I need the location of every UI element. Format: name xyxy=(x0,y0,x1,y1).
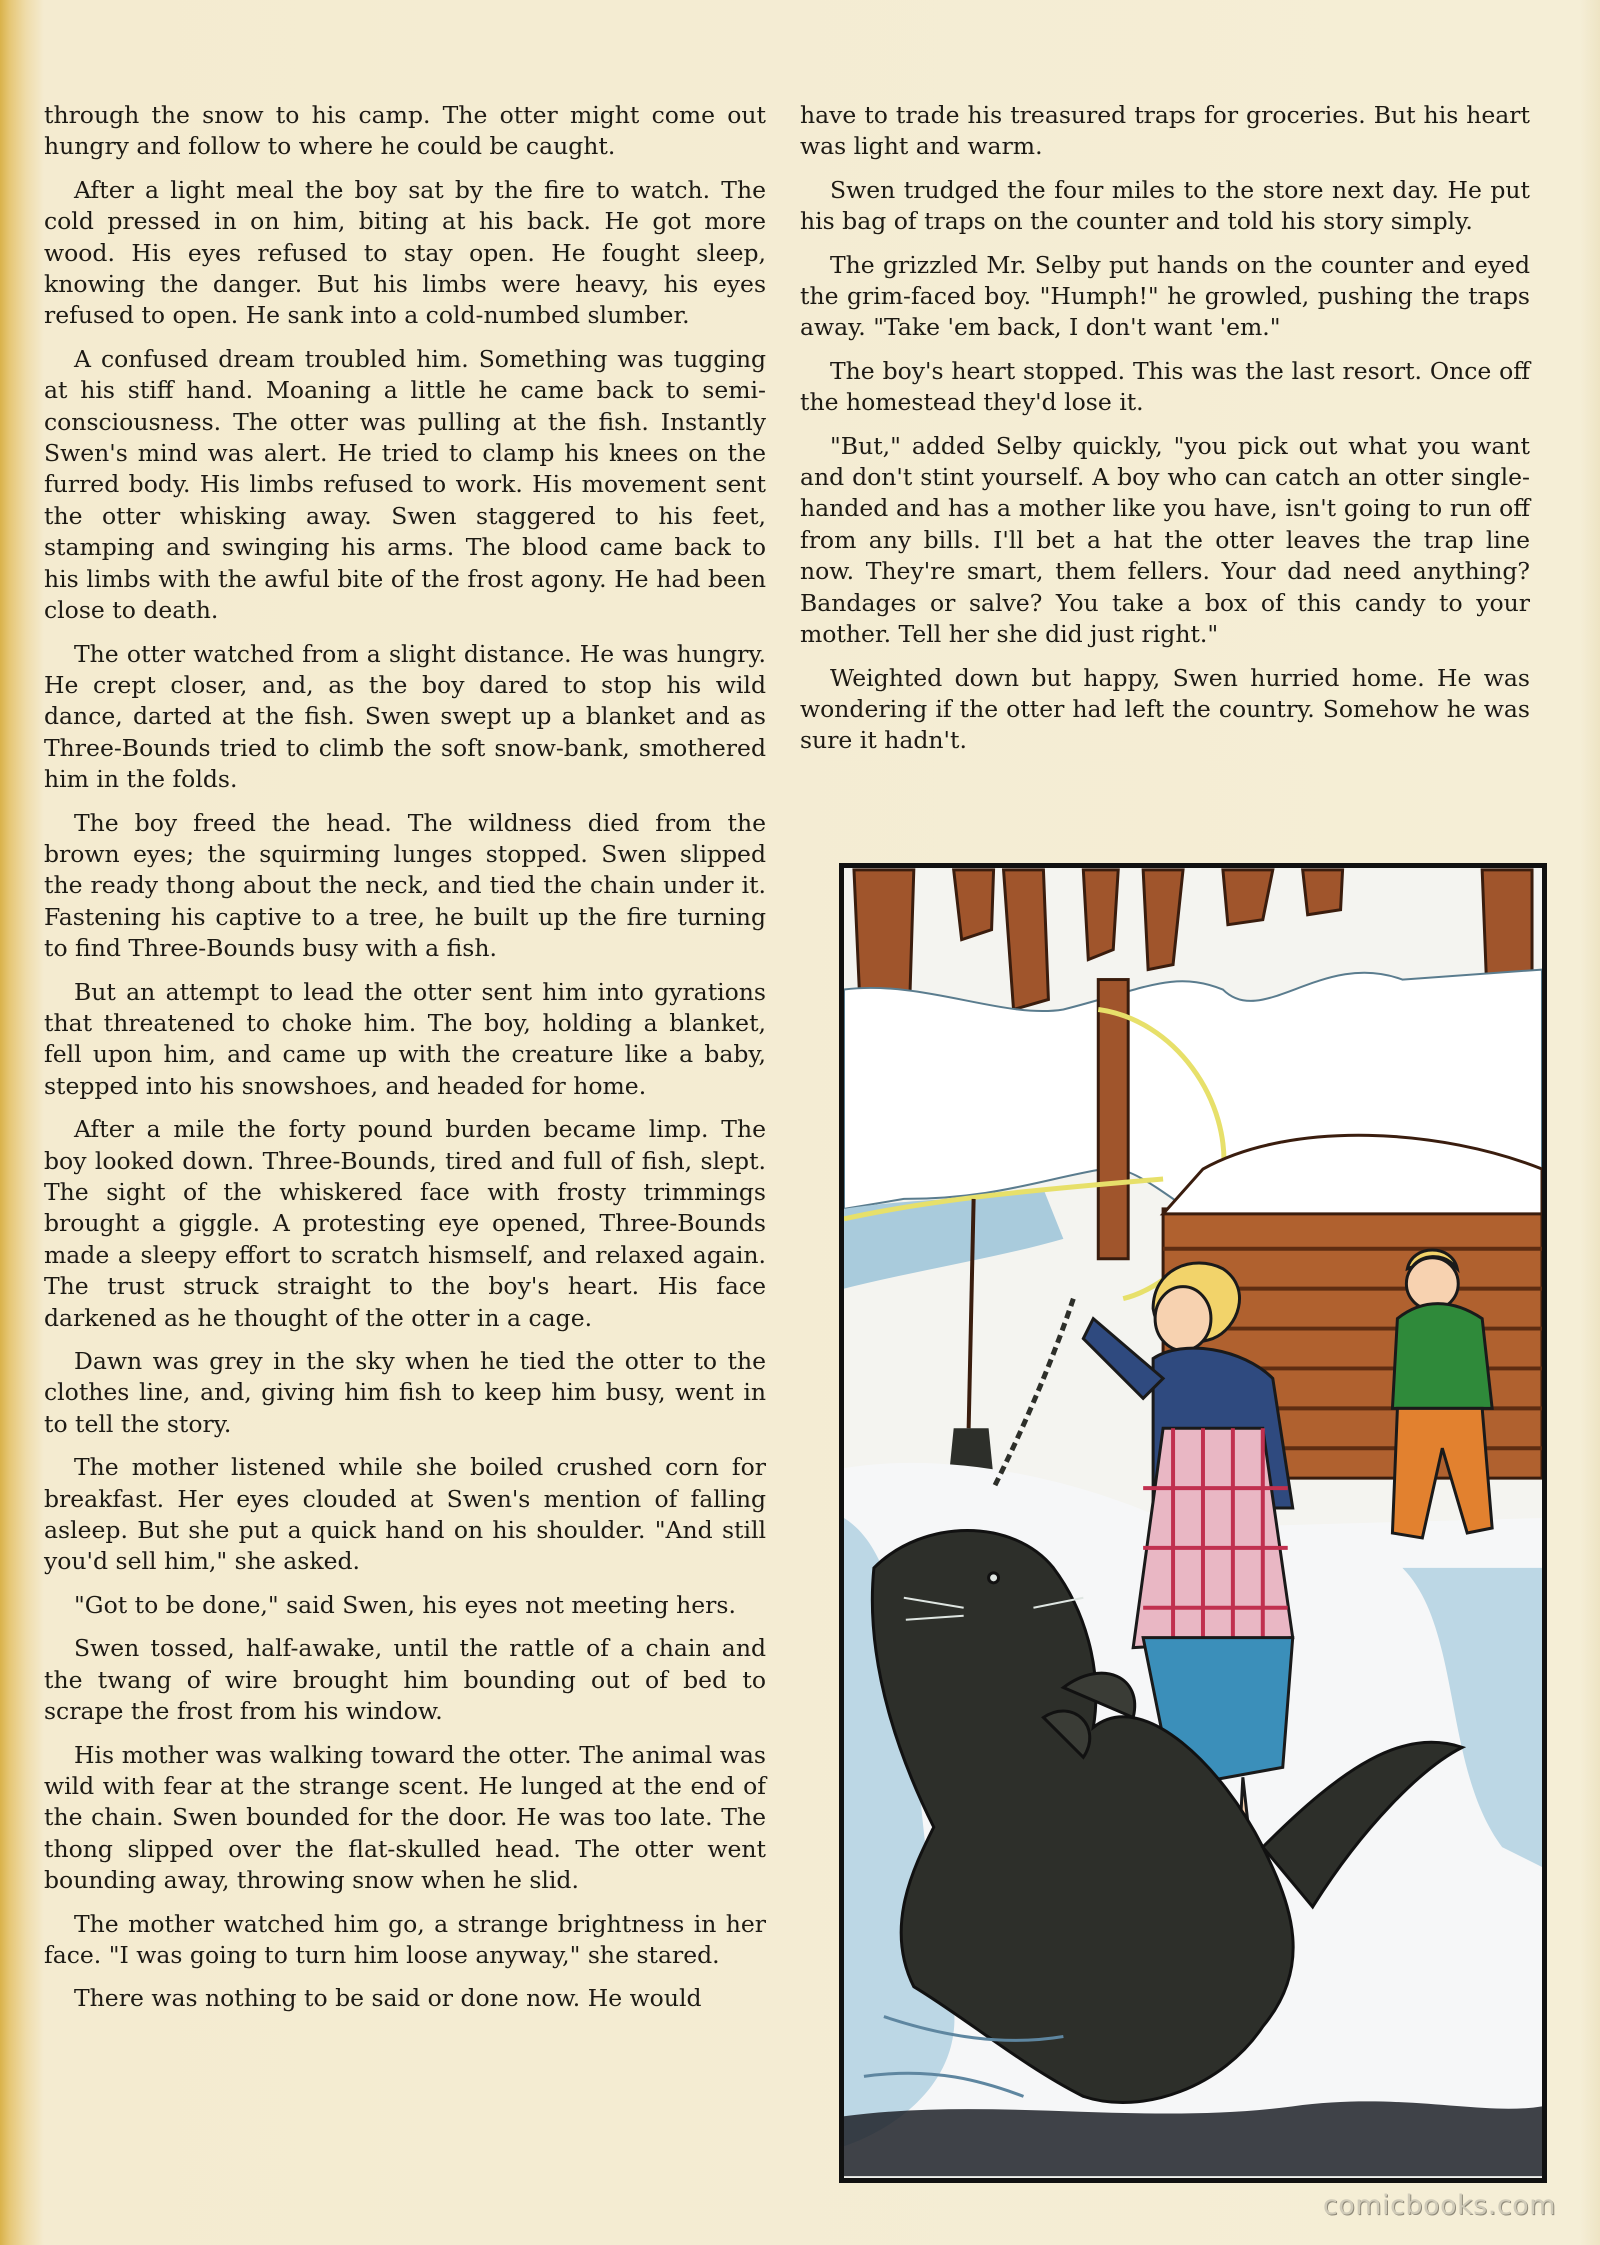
paragraph: Weighted down but happy, Swen hurried home. He was wondering if the otter had left the country. Somehow he was sure it hadn't. xyxy=(800,663,1530,755)
watermark: comicbooks.com xyxy=(1322,2190,1556,2221)
paragraph: His mother was walking toward the otter. The animal was wild with fear at the strange scent. He lunged at the end of the chain. Swen bounded for the door. He was too late. The thong slipped over the flat-skulled head. The otter went bounding away, throwing snow when he slid. xyxy=(44,1740,766,1895)
left-text-column xyxy=(44,100,766,2015)
paragraph: Swen tossed, half-awake, until the rattle of a chain and the twang of wire brought him bounding out of bed to scrape the frost from his window. xyxy=(44,1634,766,1726)
paragraph: The boy's heart stopped. This was the last resort. Once off the homestead they'd lose it. xyxy=(800,356,1530,417)
paragraph: There was nothing to be said or done now. He would xyxy=(74,1984,702,2013)
paragraph: The mother listened while she boiled crushed corn for breakfast. Her eyes clouded at Swen's mention of falling asleep. But she put a quick hand on his shoulder. "And still you'd sell him," she asked. xyxy=(44,1453,766,1576)
paragraph: have to trade his treasured traps for groceries. But his heart was light and warm. xyxy=(800,101,1530,161)
paragraph: After a light meal the boy sat by the fire to watch. The cold pressed in on him, biting at his back. He got more wood. His eyes refused to stay open. He fought sleep, knowing the danger. But his limbs were heavy, his eyes refused to open. He sank into a cold-numbed slumber. xyxy=(44,175,766,330)
paragraph: Swen trudged the four miles to the store next day. He put his bag of traps on the counter and told his story simply. xyxy=(800,175,1530,236)
otter-illustration xyxy=(844,868,1542,2178)
paragraph: The mother watched him go, a strange brightness in her face. "I was going to turn him loose anyway," she stared. xyxy=(44,1909,766,1969)
paragraph: Dawn was grey in the sky when he tied the otter to the clothes line, and, giving him fish to keep him busy, went in to tell the story. xyxy=(44,1347,766,1438)
paragraph: "Got to be done," said Swen, his eyes not meeting hers. xyxy=(74,1590,736,1619)
paragraph: A confused dream troubled him. Something was tugging at his stiff hand. Moaning a little he came back to semi-consciousness. The otter was pulling at the fish. Instantly Swen's mind was alert. He tried to clamp his knees on the furred body. His limbs refused to work. His movement sent the otter whisking away. Swen staggered to his feet, stamping and swinging his arms. The blood came back to his limbs with the awful bite of the frost agony. He had been close to death. xyxy=(44,344,766,625)
paragraph: The otter watched from a slight distance. He was hungry. He crept closer, and, as the boy dared to stop his wild dance, darted at the fish. Swen swept up a blanket and as Three-Bounds tried to climb the soft snow-bank, smothered him in the folds. xyxy=(44,639,766,794)
right-text-column xyxy=(800,100,1530,757)
paragraph: But an attempt to lead the otter sent him into gyrations that threatened to choke him. The boy, holding a blanket, fell upon him, and came up with the creature like a baby, stepped into his snowshoes, and headed for home. xyxy=(44,977,766,1100)
paragraph: "But," added Selby quickly, "you pick out what you want and don't stint yourself. A boy who can catch an otter single-handed and has a mother like you have, isn't going to run off from any bills. I'll bet a hat the otter leaves the trap line now. They're smart, them fellers. Your dad need anything? Bandages or salve? You take a box of this candy to your mother. Tell her she did just right." xyxy=(800,431,1530,649)
otter-illustration-panel xyxy=(839,863,1547,2183)
paragraph: The grizzled Mr. Selby put hands on the counter and eyed the grim-faced boy. "Humph!" he growled, pushing the traps away. "Take 'em back, I don't want 'em." xyxy=(800,250,1530,342)
paragraph: The boy freed the head. The wildness died from the brown eyes; the squirming lunges stopped. Swen slipped the ready thong about the neck, and tied the chain under it. Fastening his captive to a tree, he built up the fire turning to find Three-Bounds busy with a fish. xyxy=(44,808,766,963)
paragraph: through the snow to his camp. The otter might come out hungry and follow to where he could be caught. xyxy=(44,101,766,161)
paragraph: After a mile the forty pound burden became limp. The boy looked down. Three-Bounds, tired and full of fish, slept. The sight of the whiskered face with frosty trimmings brought a giggle. A protesting eye opened, Three-Bounds made a sleepy effort to scratch hismself, and relaxed again. The trust struck straight to the boy's heart. His face darkened as he thought of the otter in a cage. xyxy=(44,1115,766,1332)
